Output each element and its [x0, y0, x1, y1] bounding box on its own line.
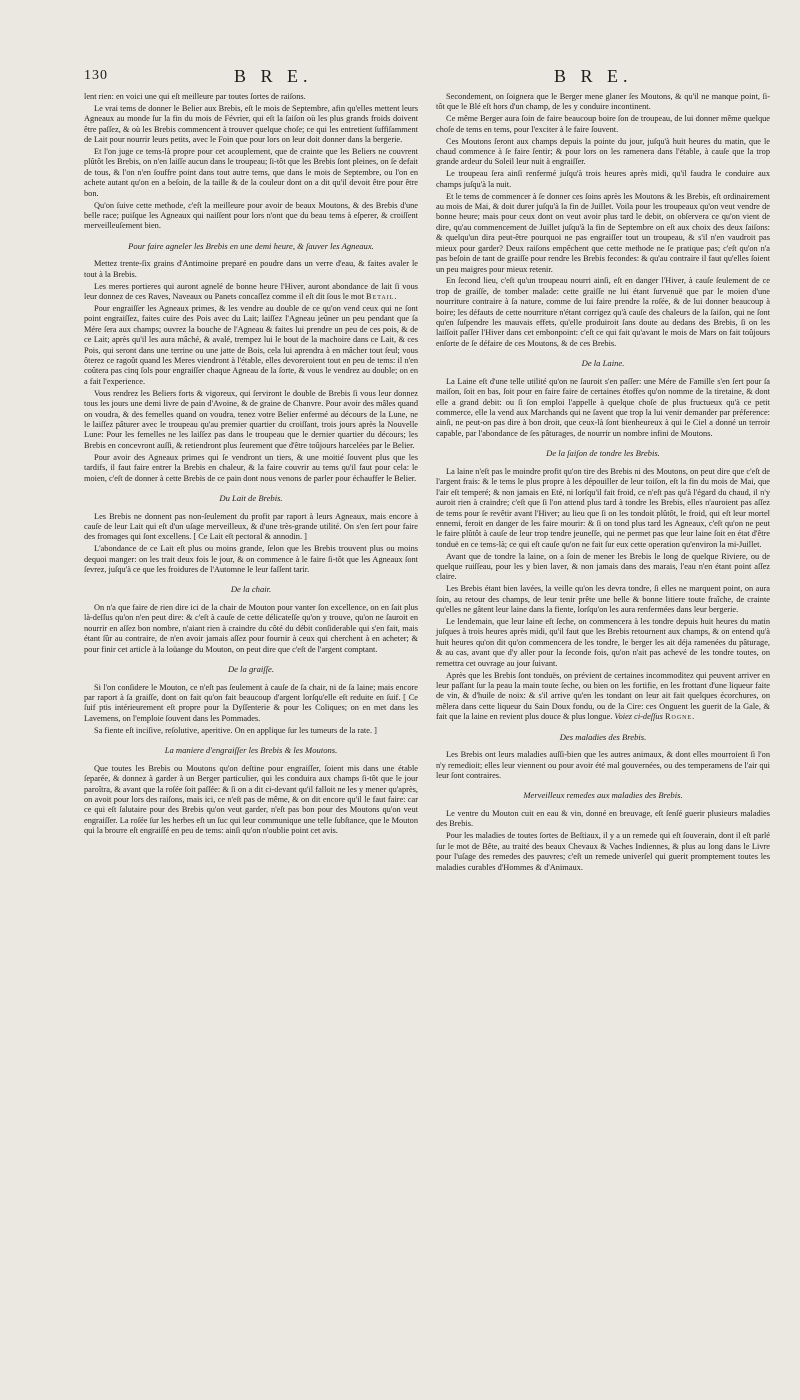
paragraph: Ces Moutons ſeront aux champs depuis la pointe du jour, juſqu'à huit heures du matin, que le chaud commence à ſe faire ſentir; & pour lors on les ramenera dans l'étable, à cauſe que la trop grande ardeur du Soleil leur nuit à engraiſſer.	[436, 136, 770, 167]
paragraph: lent rien: en voici une qui eſt meilleure par toutes ſortes de raiſons.	[84, 92, 306, 101]
paragraph: Si l'on conſidere le Mouton, ce n'eſt pas ſeulement à cauſe de ſa chair, ni de ſa laine; mais encore par raport à ſa graiſſe, dont on fait qu'on fait beaucoup d'argent lorſqu'elle eſt reduite en ſuif. [ Ce ſuif ptis intérieurement eſt propre pour la Dyſſenterie & pour les Coliques; on en met dans les Lavemens, on l'emploie ſouvent dans les Pommades.	[84, 682, 418, 723]
paragraph: Et le tems de commencer à ſe donner ces ſoins après les Moutons & les Brebis, eſt ordinairement au mois de Mai, & doit durer juſqu'à la fin de Juillet. Voila pour les troupeaux qu'on veut vendre de bonne heure; mais pour ceux dont on veut avoir plus tard le debit, on obſervera ce qu'on vient de dire, qu'au commencement de Juillet juſqu'à la fin de Septembre on eſt aux choix des deux ſaiſons: & quelqu'un dira peut-être pourquoi ne pas engraiſſer tout un troupeau, & s'il n'en vaudroit pas mieux pour garder? Deux raiſons empêchent que cette methode ne ſe pratique pas; c'eſt qu'on n'a pas beſoin de tant de graiſſe pour rendre les Brebis fecondes: & qu'au contraire il faut qu'elles ſoient un peu maigres pour mieux retenir.	[436, 191, 770, 274]
paragraph: On n'a que faire de rien dire ici de la chair de Mouton pour vanter ſon excellence, on en ſait plus là-deſſus qu'on n'en peut dire: & c'eſt à cauſe de cette délicateſſe qu'on y trouve, qu'on ne ſauroit en nourrir en aſſez bon nombre, n'aiant rien à craindre du côté du débit conſiderable qui s'en fait, mais étant ſûr au contraire, de n'en avoir jamais aſſez pour fournir à ceux qui cherchent à en acheter; & pour finir cet article à la loüange du Mouton, on peut dire que c'eſt de l'argent comptant.	[84, 603, 418, 654]
paragraph: Les Brebis étant bien lavées, la veille qu'on les devra tondre, ſi elles ne marquent point, on aura ſoin, au retour des champs, de leur tenir prête une belle & bonne litiere toute fraîche, de crainte qu'elles ne gâtent leur laine dans la fiente, lorſqu'on les aura renfermées dans leur bergerie.	[436, 584, 770, 615]
paragraph: L'abondance de ce Lait eſt plus ou moins grande, ſelon que les Brebis trouvent plus ou moins dequoi manger: on les trait deux fois le jour, & on commence à le faire ſi-tôt que les Agneaux ſont ſevrez, juſqu'à ce que les froidures de l'Automne le leur faſſent tarir.	[84, 544, 418, 575]
paragraph: Avant que de tondre la laine, on a ſoin de mener les Brebis le long de quelque Riviere, ou de quelque ruiſſeau, pour les y bien laver, & non jamais dans des marais, l'eau n'en étant point aſſez claire.	[436, 551, 770, 582]
paragraph: En ſecond lieu, c'eſt qu'un troupeau nourri ainſi, eſt en danger l'Hiver, à cauſe ſeulement de ce trop de graiſſe, de tomber malade: cette graiſſe ne lui étant ſurvenuë que par le moien d'une nourriture contraire à ſa nature, comme de lui faire prendre la roſée, & de lui donner beaucoup à boire; les défauts de cette nourriture n'étant corrigez qu'à cauſe des chaleurs de la ſaiſon, qui ne ſont qu'en ſuſpendre les mauvais effets, qu'elle produiroit ſans doute au dedans des Brebis, ſi on les laiſſoit paſſer l'Hiver dans cet embonpoint: c'eſt ce qui fait qu'avant le mois de Mars on fait toûjours enſorte de ſe défaire de ces Moutons, & de ces Brebis.	[436, 276, 770, 348]
left-column-title: B R E.	[234, 66, 313, 86]
paragraph: Le ventre du Mouton cuit en eau & vin, donné en breuvage, eſt ſenſé guerir plusieurs maladies des Brebis.	[436, 809, 770, 829]
section-heading: Pour faire agneler les Brebis en une demi heure, & ſauver les Agneaux.	[128, 240, 374, 251]
page-number: 130	[84, 68, 108, 83]
section-heading: Du Lait de Brebis.	[219, 492, 283, 503]
paragraph: La Laine eſt d'une telle utilité qu'on ne ſauroit s'en paſſer: une Mére de Famille s'en ſert pour ſa maiſon, ſoit en bas, ſoit pour en faire faire de certaines étoffes qu'on nomme de la tiretaine, & dont elle a grand debit: ou ſi ſon emploi l'appelle à quelque choſe de plus fructueux qu'à ce petit commerce, elle la vend aux Marchands qui ne ſavent que trop la lui venir demander par préference: ainſi, ne peut-on pas dire à bon droit, que ceux-là ſont bienheureux à qui le Ciel a donné un terroir capable, par l'abondance de ſes pâturages, de nourrir un nombre infini de Moutons.	[436, 376, 770, 438]
paragraph: Vous rendrez les Beliers forts & vigoreux, qui ſerviront le double de Brebis ſi vous leur donnez tous les jours une demi livre de pain d'Avoine, & de graine de Chanvre. Pour avoir des mâles quand on voudra, & des femelles quand on voudra, tenez votre Belier enfermé au décours de la Lune, ne le laiſſez pâturer avec le troupeau qu'au premier quartier du croiſſant, trois jours après la Nouvelle Lune: Pour les femelles ne les laiſſez pas dans le troupeau que le dernier quartier du décours; les Brebis en concevront auſſi, & retiendront plus ſeurement que d'être toûjours harcelées par le Belier.	[84, 388, 418, 450]
section-heading: De la chair.	[230, 584, 272, 595]
section-heading: Des maladies des Brebis.	[559, 731, 647, 742]
paragraph: La laine n'eſt pas le moindre profit qu'on tire des Brebis ni des Moutons, on peut dire que c'eſt de l'argent frais: & le tems le plus propre à les dépouiller de leur toiſon, eſt la fin du mois de Mai, que l'air eſt temperé; & non jamais en Eté, ni lorſqu'il fait froid, ce n'eſt pas qu'à l'égard du chaud, il n'y auroit rien à craindre; c'eſt que ſi l'on attend plus tard à tondre les Brebis, elles n'auroient pas aſſez de tems pour ſe revêtir avant l'Hiver; au lieu que ſi on les tondoit plûtôt, le froid, qui eſt leur mortel ennemi, feroit en danger de les faire mourir: & ſi on tond plus tard les Agneaux, c'eſt qu'on ne peut le faire plûtôt à cauſe de leur trop tendre jeuneſſe, qui ne permet pas que leur laine ſoit en état d'être tonduë en ce tems-là; ce qui eſt cauſe qu'on ne fait ſur eux cette operation qu'environ la mi-Juillet.	[436, 466, 770, 549]
cross-reference-label: Voiez ci-deſſus	[614, 712, 663, 722]
paragraph: Que toutes les Brebis ou Moutons qu'on deſtine pour engraiſſer, ſoient mis dans une étable ſeparée, & donnez à garder à un Berger particulier, qui les conduira aux champs ſi-tôt que le jour paroîtra, & avant que la roſée ſoit paſſée: & ſi on a dit ci-devant qu'il falloit ne les y mener qu'après, on avoit pour lors des raiſons, mais ici, ce n'eſt pas de même, & on dit encore qu'il le faut faire: car ce qui eſt ſalutaire pour des Brebis qu'on veut garder, n'eſt pas bon pour des Moutons qu'on veut engraiſſer. La roſée ſur les herbes eſt un ſuc qui leur communique une telle ſubſtance, que le Mouton qui la brouте eſt engraiſſé en peu de tems: ainſi qu'on n'oublie point cet avis.	[84, 763, 418, 836]
paragraph: Le troupeau ſera ainſi renfermé juſqu'à trois heures après midi, qu'il faudra le conduire aux champs juſqu'à la nuit.	[436, 169, 770, 189]
paragraph	[436, 671, 770, 723]
right-column	[436, 92, 770, 1400]
paragraph: Pour les maladies de toutes ſortes de Beſtiaux, il y a un remede qui eſt ſouverain, dont il eſt parlé ſur le mot de Bête, au traité des beaux Chevaux & Vaches Indiennes, & plus au long dans le Livre pour l'uſage des remedes des pauvres; c'eſt un remede univerſel qui guerit promptement toutes les maladies curables d'Hommes & d'Animaux.	[436, 831, 770, 872]
paragraph: Le lendemain, que leur laine eſt ſeche, on commencera à les tondre depuis huit heures du matin juſques à trois heures après midi, qu'il faut que les Brebis retournent aux champs, & on entend qu'à huit heures qu'on dit qu'on commencera de les tondre, le berger les ait déja ramenées du pâturage, & au cas, avant que d'y aller pour la ſeconde fois, qu'on n'ait pas achevé de les tondre toutes, on remettra cet ouvrage au jour ſuivant.	[436, 617, 770, 668]
paragraph: Secondement, on ſoignera que le Berger mene glaner ſes Moutons, & qu'il ne manque point, ſi-tôt que le Blé eſt hors d'un champ, de les y conduire incontinent.	[436, 92, 770, 112]
section-heading: De la Laine.	[581, 358, 625, 369]
right-column-title: B R E.	[554, 66, 633, 86]
text-columns	[84, 92, 770, 1400]
section-heading: De la ſaiſon de tondre les Brebis.	[546, 448, 660, 459]
paragraph: Qu'on ſuive cette methode, c'eſt la meilleure pour avoir de beaux Moutons, & des Brebis d'une belle race; puiſque les Agneaux qui naiſſent pour lors n'ont que du beau tems à eſperer, & croiſſent merveilleuſement bien.	[84, 200, 418, 231]
paragraph: Mettez trente-ſix grains d'Antimoine preparé en poudre dans un verre d'eau, & faites avaler le tout à la Brebis.	[84, 259, 418, 279]
section-heading: La maniere d'engraiſſer les Brebis & les Moutons.	[164, 745, 338, 756]
paragraph: Pour engraiſſer les Agneaux primes, & les vendre au double de ce qu'on vend ceux qui ne ſont point engraiſſez, faites cuire des Pois avec du Lait; laiſſez l'Agneau jeûner un peu pendant que ſa Mére ſera aux champs; ouvrez la bouche de l'Agneau & faites lui prendre un peu de ces pois, & de ce Lait; après qu'il les aura mâché, & avalé, trempez lui le bout de la machoire dans ce Lait, & ces Pois, qui seront dans une terrine ou une jatte de Bois, cela lui aprendra à en mâcher tout ſeul; vous ôterez ce ragoût quand les Meres viendront à l'étable, elles devoreroient tout en peu de tems: il n'en coûtera pas cinq ſols pour engraiſſer chaque Agneau de la ſorte, & vous le vendrez au double; on en a fait l'experience.	[84, 304, 418, 386]
left-column	[84, 92, 418, 1400]
paragraph: Ce même Berger aura ſoin de faire beaucoup boire ſon de troupeau, de lui donner même quelque choſe de tems en tems, pour l'exciter à le faire ſouvent.	[436, 114, 770, 134]
paragraph: Et l'on juge ce tems-là propre pour cet acouplement, que de crainte que les Beliers ne couvrent plûtôt les Brebis, on n'en laiſſe aucun dans le troupeau; ſi-tôt que les Brebis ſont pleines, on ſe defait de tous, & l'on n'en ſouffre point dans tout autre tems, que dans le mois de Septembre, ou l'on en achete autant qu'on en a beſoin, de la taille & de la couleur dont on a dit qu'il devoit être pour être bon.	[84, 147, 418, 198]
cross-reference: Betail.	[365, 292, 398, 302]
paragraph: Le vrai tems de donner le Belier aux Brebis, eſt le mois de Septembre, afin qu'elles mettent leurs Agneaux au monde ſur la fin du mois de Février, qui eſt la ſaiſon où les plus grands froids doivent être paſſez, & où les Brebis commencent à trouver quelque choſe; ce qui les entretient ſuffiſamment de Lait pour nourrir leurs petits, avec le Foin que pour lors on leur doit donner dans la bergerie.	[84, 103, 418, 145]
section-heading: De la graiſſe.	[227, 664, 275, 675]
paragraph-text: Les meres portieres qui auront agnelé de bonne heure l'Hiver, auront abondance de lait ſi vous leur donnez de ces Raves, Naveaux ou Panets concaſſez comme il eſt dit ſous le mot	[84, 281, 418, 302]
paragraph: Pour avoir des Agneaux primes qui ſe vendront un tiers, & une moitié ſouvent plus que les tardifs, il faut faire entrer la Brebis en chaleur, & la faire couvrir au tems qu'il faut pour cela: le moien, c'eſt de donner à cette Brebis de ce pain dont nous venons de parler pour échauffer le Belier.	[84, 452, 418, 483]
section-heading: Merveilleux remedes aux maladies des Brebis.	[523, 790, 683, 801]
paragraph	[84, 282, 418, 303]
paragraph-text: Après que les Brebis ſont tonduës, on prévient de certaines incommoditez qui peuvent arriver en leur paſſant ſur la peau la main toute ſeche, ou bien on les fortifie, en les frottant d'une liqueur faite de vin, & d'huile de noix: & s'il arrive qu'en les tondant on leur ait fait quelques écorchures, on mêlera dans cette liqueur du Sain Doux fondu, ou de la Cire: ces Onguent les guerit de la Gale, & fait que la laine en revient plus douce & plus longue.	[436, 670, 770, 722]
paragraph: Les Brebis ne donnent pas non-ſeulement du profit par raport à leurs Agneaux, mais encore à cauſe de leur Lait qui eſt d'un uſage merveilleux, & d'une très-grande utilité. On s'en ſert pour faire des fromages qui ſont excellens. [ Ce Lait eſt pectoral & annodin. ]	[84, 511, 418, 542]
cross-reference: Rogne.	[664, 712, 696, 722]
paragraph: Sa fiente eſt inciſive, reſolutive, aperitive. On en applique ſur les tumeurs de la rate. ]	[94, 725, 377, 735]
paragraph: Les Brebis ont leurs maladies auſſi-bien que les autres animaux, & dont elles mourroient ſi l'on n'y remedioit; elles leur viennent ou pour avoir été mal gouvernées, ou des temperamens de l'air qui leur ſont contraires.	[436, 750, 770, 781]
running-head	[84, 68, 770, 88]
